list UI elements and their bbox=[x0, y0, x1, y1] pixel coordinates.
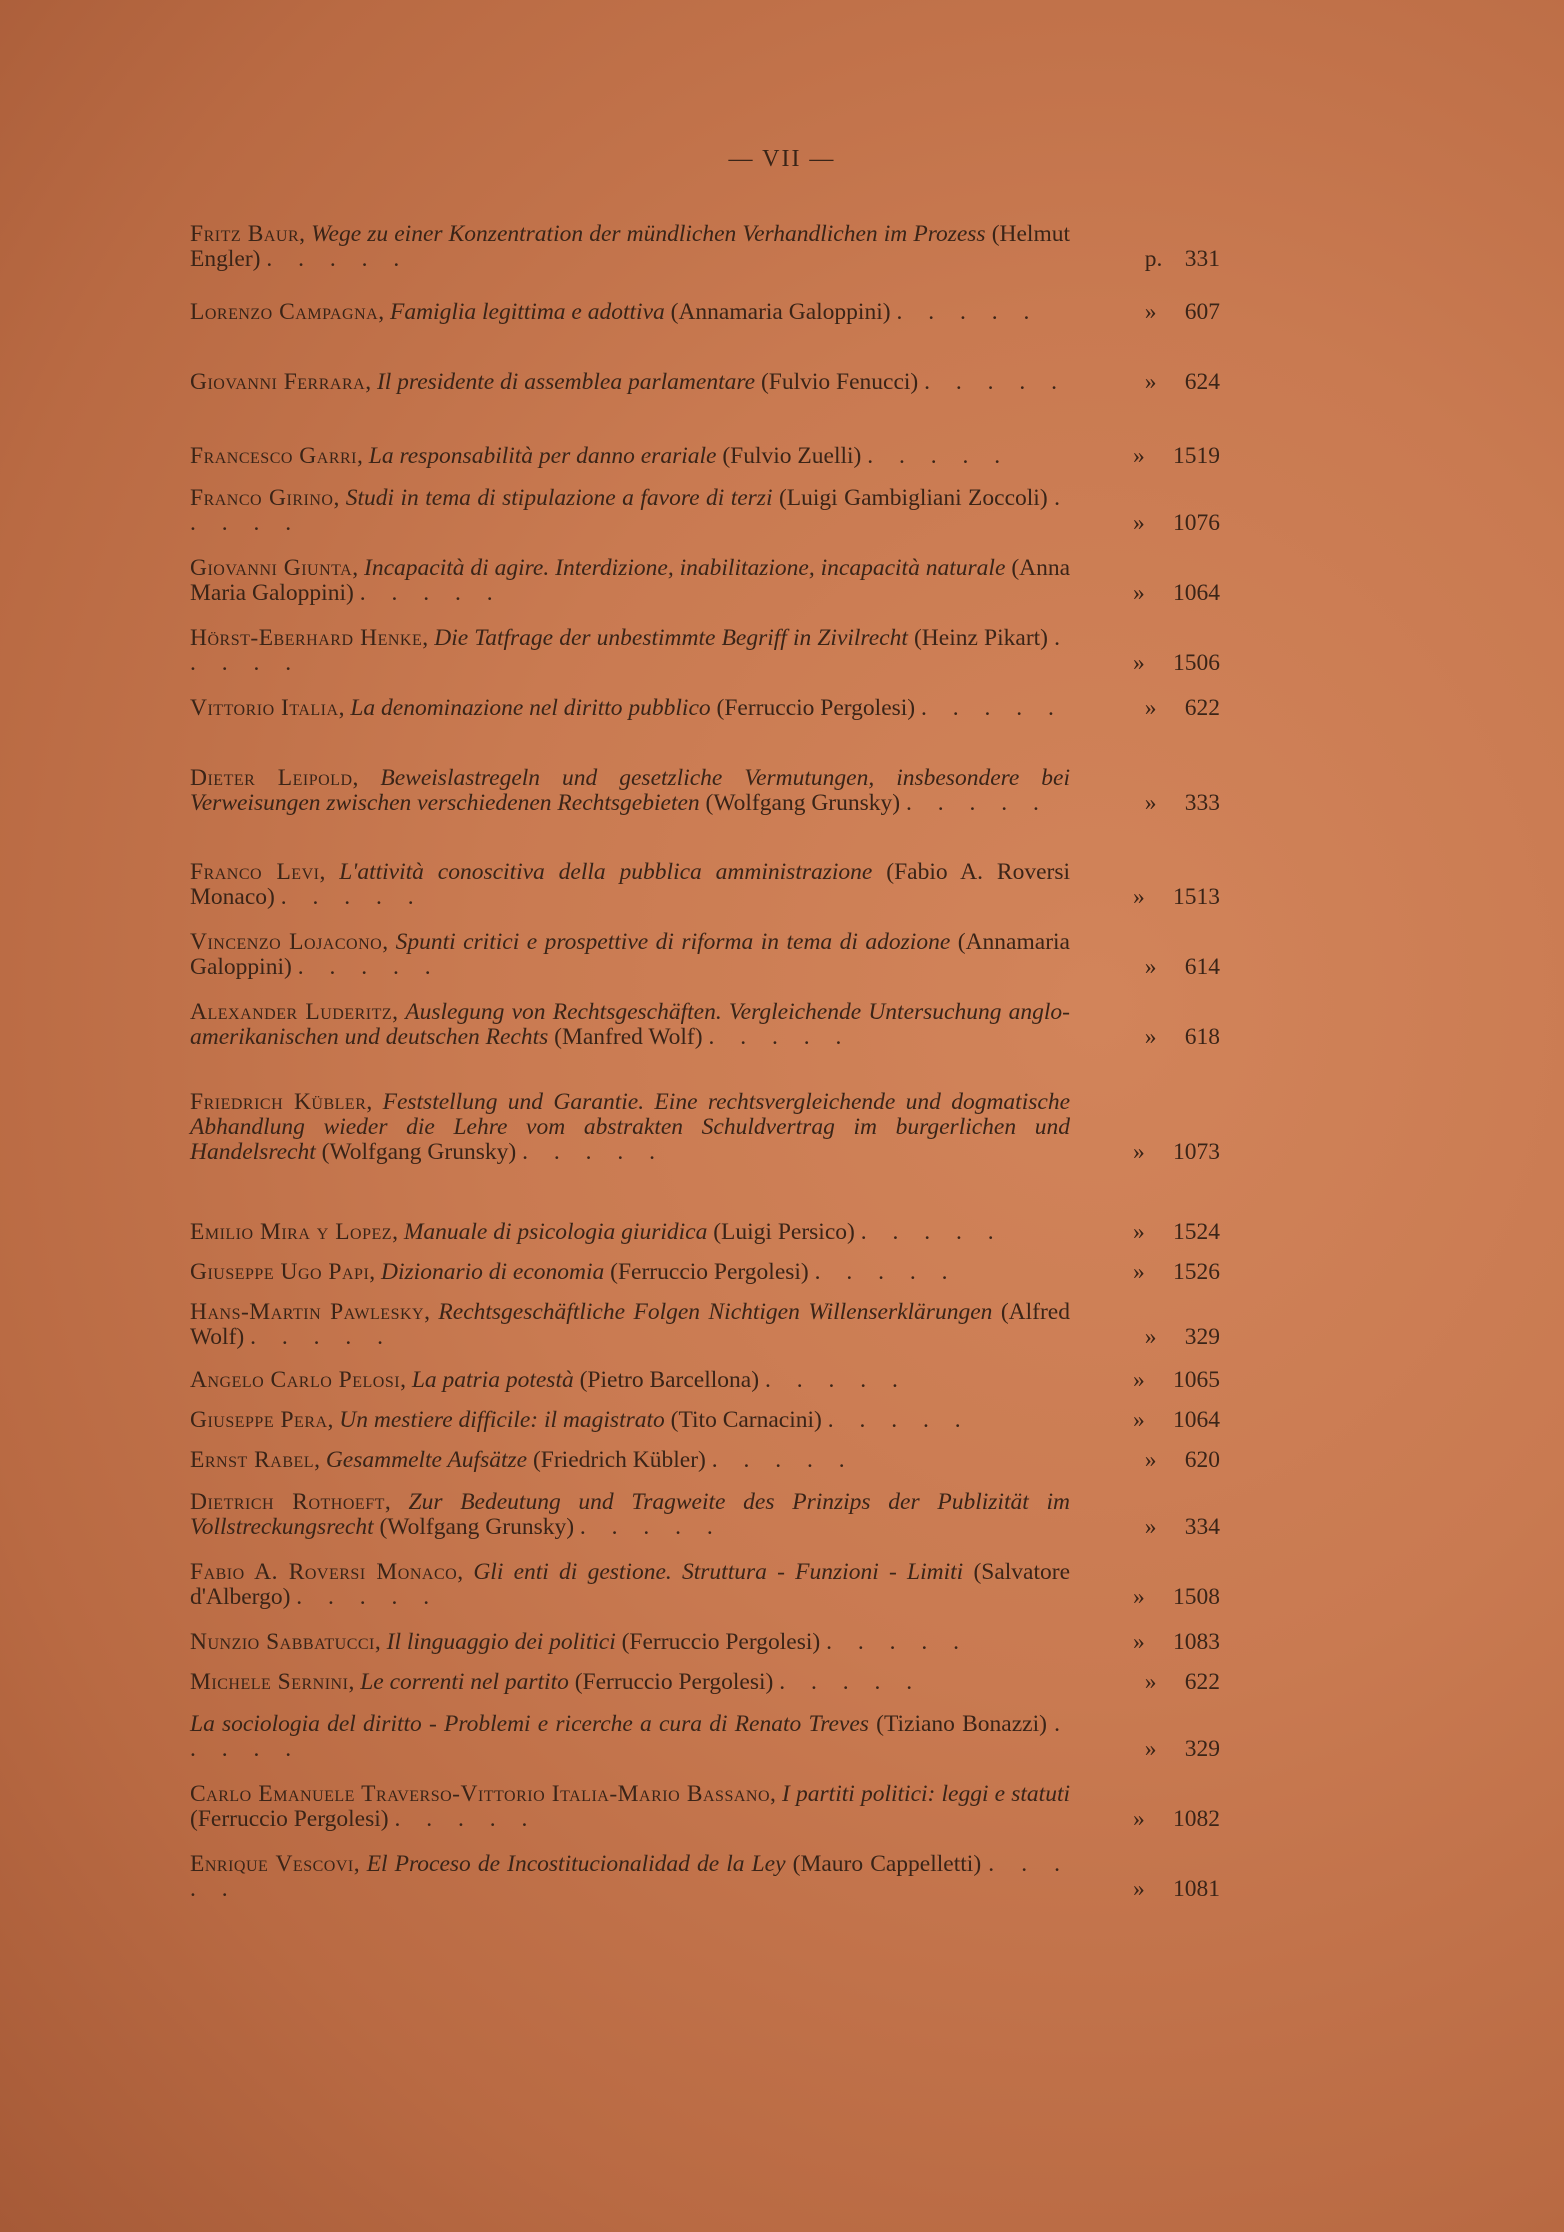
entry-page-ref bbox=[1100, 696, 1220, 721]
bibliography-entry bbox=[188, 1260, 1220, 1285]
entry-author: Dieter Leipold bbox=[190, 765, 353, 791]
entry-author: Giuseppe Pera bbox=[190, 1407, 328, 1433]
page-marker: » bbox=[1133, 1259, 1145, 1285]
entry-reviewer: (Helmut Engler) bbox=[190, 221, 1071, 272]
dot-leader: . . . . . bbox=[359, 580, 503, 606]
entry-page-ref bbox=[1100, 955, 1220, 980]
entry-author: Franco Girino bbox=[190, 485, 334, 511]
entry-reviewer: (Annamaria Galoppini) bbox=[670, 299, 891, 325]
entry-reviewer: (Alfred Wolf) bbox=[190, 1299, 1070, 1350]
entry-text: Fabio A. Roversi Monaco, Gli enti di gestione. Struttura - Funzioni - Limiti (Salvatore d'Albergo) . . . . . bbox=[190, 1559, 1071, 1610]
page-number-ref: 1073 bbox=[1173, 1139, 1220, 1165]
entry-page-ref bbox=[1100, 247, 1220, 272]
entry-reviewer: (Ferruccio Pergolesi) bbox=[716, 695, 916, 721]
dot-leader: . . . . . bbox=[921, 695, 1064, 721]
entry-text: Giovanni Ferrara, Il presidente di assemblea parlamentare (Fulvio Fenucci) . . . . . bbox=[190, 369, 1067, 395]
entry-title: Dizionario di economia bbox=[381, 1259, 605, 1285]
entry-page-ref bbox=[1100, 1670, 1220, 1695]
page-number-ref: 607 bbox=[1184, 299, 1220, 325]
entry-text: Giuseppe Pera, Un mestiere difficile: il magistrato (Tito Carnacini) . . . . . bbox=[190, 1407, 971, 1433]
dot-leader: . . . . . bbox=[814, 1259, 958, 1285]
entry-reviewer: (Wolfgang Grunsky) bbox=[705, 790, 901, 816]
entry-author: Ernst Rabel bbox=[190, 1447, 315, 1473]
page-number-ref: 1076 bbox=[1173, 510, 1220, 536]
entry-title: Manuale di psicologia giuridica bbox=[403, 1219, 708, 1245]
entry-text: Vincenzo Lojacono, Spunti critici e prospettive di riforma in tema di adozione (Annamaria Galoppini) . . . . . bbox=[190, 929, 1070, 980]
entry-text: Franco Levi, L'attività conoscitiva della pubblica amministrazione (Fabio A. Roversi Monaco) . . . . . bbox=[190, 859, 1071, 910]
dot-leader: . . . . . bbox=[522, 1139, 665, 1165]
entry-text: Enrique Vescovi, El Proceso de Incostitucionalidad de la Ley (Mauro Cappelletti) . . . . . bbox=[190, 1851, 1071, 1902]
page-marker: » bbox=[1133, 1367, 1145, 1393]
bibliography-entry bbox=[188, 1560, 1220, 1610]
page-marker: » bbox=[1144, 299, 1157, 325]
page-marker: » bbox=[1144, 369, 1157, 395]
page-marker: » bbox=[1144, 1669, 1157, 1695]
entry-text: Lorenzo Campagna, Famiglia legittima e adottiva (Annamaria Galoppini) . . . . . bbox=[190, 299, 1040, 325]
page-marker: » bbox=[1144, 1447, 1157, 1473]
page-number-ref: 624 bbox=[1184, 369, 1220, 395]
entry-page-ref bbox=[1100, 511, 1220, 536]
page-number-ref: 333 bbox=[1184, 790, 1220, 816]
entry-title: La denominazione nel diritto pubblico bbox=[350, 695, 711, 721]
dot-leader: . . . . . bbox=[905, 790, 1049, 816]
entry-page-ref bbox=[1100, 1877, 1220, 1902]
entry-page-ref bbox=[1100, 581, 1220, 606]
entry-page-ref bbox=[1100, 1448, 1220, 1473]
entry-reviewer: (Fulvio Fenucci) bbox=[760, 369, 919, 395]
page-marker: » bbox=[1133, 1407, 1145, 1433]
page-number-ref: 622 bbox=[1184, 695, 1220, 721]
entry-author: Nunzio Sabbatucci bbox=[190, 1629, 375, 1655]
bibliography-entry bbox=[188, 486, 1220, 536]
entry-page-ref bbox=[1100, 370, 1220, 395]
entry-text: Ernst Rabel, Gesammelte Aufsätze (Friedrich Kübler) . . . . . bbox=[190, 1447, 855, 1473]
page-number-ref: 614 bbox=[1184, 954, 1220, 980]
entry-reviewer: (Pietro Barcellona) bbox=[579, 1367, 760, 1393]
page-marker: » bbox=[1133, 1876, 1145, 1902]
entry-page-ref bbox=[1100, 1737, 1220, 1762]
entry-title: Die Tatfrage der unbestimmte Begriff in Zivilrecht bbox=[434, 625, 908, 651]
entry-page-ref bbox=[1100, 1260, 1220, 1285]
entry-title: La sociologia del diritto - Problemi e ricerche a cura di Renato Treves bbox=[190, 1711, 869, 1737]
entry-title: Feststellung und Garantie. Eine rechtsvergleichende und dogmatische Abhandlung wieder die Lehre vom abstrakten Schuldvertrag im burgerlichen und Handelsrecht bbox=[190, 1089, 1070, 1165]
entry-reviewer: (Annamaria Galoppini) bbox=[190, 929, 1070, 980]
entry-page-ref bbox=[1100, 1630, 1220, 1655]
bibliography-entry bbox=[188, 1000, 1220, 1050]
page-marker: » bbox=[1133, 1629, 1145, 1655]
entry-page-ref bbox=[1100, 444, 1220, 469]
page-marker: » bbox=[1144, 1024, 1157, 1050]
bibliography-entry bbox=[188, 766, 1220, 816]
entry-text: Angelo Carlo Pelosi, La patria potestà (Pietro Barcellona) . . . . . bbox=[190, 1367, 908, 1393]
dot-leader: . . . . . bbox=[297, 954, 441, 980]
page-marker: » bbox=[1133, 1584, 1145, 1610]
entry-author: Angelo Carlo Pelosi bbox=[190, 1367, 401, 1393]
entry-reviewer: (Salvatore d'Albergo) bbox=[190, 1559, 1071, 1610]
page-number-ref: 334 bbox=[1184, 1514, 1220, 1540]
page-number-ref: 1513 bbox=[1173, 884, 1220, 910]
entry-reviewer: (Wolfgang Grunsky) bbox=[321, 1139, 517, 1165]
bibliography-entry bbox=[188, 222, 1220, 272]
entry-author: Vittorio Italia bbox=[190, 695, 339, 721]
dot-leader: . . . . . bbox=[708, 1024, 852, 1050]
bibliography-entry bbox=[188, 930, 1220, 980]
dot-leader: . . . . . bbox=[896, 299, 1040, 325]
entry-author: Hörst-Eberhard Henke bbox=[190, 625, 423, 651]
entry-page-ref bbox=[1100, 300, 1220, 325]
page-marker: p. bbox=[1144, 246, 1163, 272]
page-number-ref: 1083 bbox=[1173, 1629, 1220, 1655]
entry-reviewer: (Ferruccio Pergolesi) bbox=[610, 1259, 809, 1285]
entry-author: Giovanni Ferrara bbox=[190, 369, 366, 395]
entry-reviewer: (Luigi Persico) bbox=[713, 1219, 855, 1245]
entry-title: I partiti politici: leggi e statuti bbox=[782, 1781, 1070, 1807]
bibliography-entry bbox=[188, 1670, 1220, 1695]
page-marker: » bbox=[1133, 650, 1145, 676]
entry-page-ref bbox=[1100, 1325, 1220, 1350]
bibliography-entry bbox=[188, 1490, 1220, 1540]
bibliography-entry bbox=[188, 1852, 1220, 1902]
entry-title: Un mestiere difficile: il magistrato bbox=[339, 1407, 665, 1433]
entry-reviewer: (Friedrich Kübler) bbox=[532, 1447, 706, 1473]
entry-title: La patria potestà bbox=[411, 1367, 574, 1393]
entry-title: El Proceso de Incostitucionalidad de la Ley bbox=[366, 1851, 786, 1877]
dot-leader: . . . . . bbox=[779, 1669, 923, 1695]
dot-leader: . . . . . bbox=[266, 246, 410, 272]
page-number-ref: 622 bbox=[1184, 1669, 1220, 1695]
dot-leader: . . . . . bbox=[826, 1629, 969, 1655]
entry-page-ref bbox=[1100, 1807, 1220, 1832]
entry-title: Il presidente di assemblea parlamentare bbox=[376, 369, 756, 395]
entry-title: La responsabilità per danno erariale bbox=[368, 443, 717, 469]
page-marker: » bbox=[1144, 1514, 1157, 1540]
bibliography-entry bbox=[188, 300, 1220, 325]
bibliography-entry bbox=[188, 370, 1220, 395]
entry-author: Enrique Vescovi bbox=[190, 1851, 354, 1877]
entry-author: Dietrich Rothoeft bbox=[190, 1489, 385, 1515]
entry-author: Vincenzo Lojacono bbox=[190, 929, 383, 955]
entry-page-ref bbox=[1100, 791, 1220, 816]
bibliography-entry bbox=[188, 696, 1220, 721]
page-number-ref: 618 bbox=[1184, 1024, 1220, 1050]
entry-text: Franco Girino, Studi in tema di stipulazione a favore di terzi (Luigi Gambigliani Zoccoli) . . . . . bbox=[190, 485, 1070, 536]
page-marker: » bbox=[1144, 695, 1157, 721]
page-number-ref: 1081 bbox=[1173, 1876, 1220, 1902]
page-number-ref: 329 bbox=[1184, 1324, 1220, 1350]
entry-title: Le correnti nel partito bbox=[360, 1669, 569, 1695]
dot-leader: . . . . . bbox=[190, 1851, 1071, 1902]
bibliography-entry bbox=[188, 1408, 1220, 1433]
dot-leader: . . . . . bbox=[190, 1711, 1071, 1762]
entry-text: Hans-Martin Pawlesky, Rechtsgeschäftliche Folgen Nichtigen Willenserklärungen (Alfred Wolf) . . . . . bbox=[190, 1299, 1070, 1350]
entry-author: Franco Levi bbox=[190, 859, 320, 885]
bibliography-entry bbox=[188, 626, 1220, 676]
bibliography-entry bbox=[188, 1090, 1220, 1165]
entry-reviewer: (Wolfgang Grunsky) bbox=[379, 1514, 575, 1540]
entry-reviewer: (Fulvio Zuelli) bbox=[722, 443, 862, 469]
dot-leader: . . . . . bbox=[280, 884, 424, 910]
entry-reviewer: (Fabio A. Roversi Monaco) bbox=[190, 859, 1071, 910]
dot-leader: . . . . . bbox=[764, 1367, 908, 1393]
page-marker: » bbox=[1144, 954, 1157, 980]
entry-text: Giovanni Giunta, Incapacità di agire. Interdizione, inabilitazione, incapacità naturale (Anna Maria Galoppini) . . . . . bbox=[190, 555, 1071, 606]
dot-leader: . . . . . bbox=[924, 369, 1067, 395]
page-marker: » bbox=[1133, 580, 1145, 606]
page-marker: » bbox=[1133, 510, 1145, 536]
entry-title: Incapacità di agire. Interdizione, inabilitazione, incapacità naturale bbox=[364, 555, 1006, 581]
entry-author: Friedrich Kübler bbox=[190, 1089, 367, 1115]
entry-text: Hörst-Eberhard Henke, Die Tatfrage der unbestimmte Begriff in Zivilrecht (Heinz Pikart) . . . . . bbox=[190, 625, 1070, 676]
entry-text: Friedrich Kübler, Feststellung und Garantie. Eine rechtsvergleichende und dogmatische Abhandlung wieder die Lehre vom abstrakten Schuldvertrag im burgerlichen und Handelsrecht (Wolfgang Grunsky) . . . . . bbox=[190, 1089, 1070, 1165]
dot-leader: . . . . . bbox=[711, 1447, 855, 1473]
bibliography-entry bbox=[188, 1300, 1220, 1350]
entry-page-ref bbox=[1100, 651, 1220, 676]
entry-title: Studi in tema di stipulazione a favore di terzi bbox=[345, 485, 773, 511]
entry-reviewer: (Ferruccio Pergolesi) bbox=[574, 1669, 774, 1695]
page-number-ref: 1506 bbox=[1173, 650, 1220, 676]
bibliography-entry bbox=[188, 1712, 1220, 1762]
page-number-ref: 1064 bbox=[1173, 1407, 1220, 1433]
dot-leader: . . . . . bbox=[579, 1514, 723, 1540]
page-marker: » bbox=[1133, 1806, 1145, 1832]
entry-reviewer: (Ferruccio Pergolesi) bbox=[621, 1629, 821, 1655]
entry-author: Michele Sernini bbox=[190, 1669, 349, 1695]
entry-page-ref bbox=[1100, 1368, 1220, 1393]
page-number-ref: 1508 bbox=[1173, 1584, 1220, 1610]
page-number-ref: 1065 bbox=[1173, 1367, 1220, 1393]
dot-leader: . . . . . bbox=[867, 443, 1011, 469]
entry-title: Gesammelte Aufsätze bbox=[325, 1447, 528, 1473]
entry-text: Carlo Emanuele Traverso-Vittorio Italia-Mario Bassano, I partiti politici: leggi e statuti (Ferruccio Pergolesi) . . . . . bbox=[190, 1781, 1070, 1832]
page-number-ref: 1064 bbox=[1173, 580, 1220, 606]
dot-leader: . . . . . bbox=[250, 1324, 393, 1350]
entry-page-ref bbox=[1100, 1585, 1220, 1610]
page-marker: » bbox=[1133, 884, 1145, 910]
dot-leader: . . . . . bbox=[860, 1219, 1004, 1245]
entry-author: Emilio Mira y Lopez bbox=[190, 1219, 393, 1245]
entry-reviewer: (Anna Maria Galoppini) bbox=[190, 555, 1071, 606]
entry-text: Michele Sernini, Le correnti nel partito (Ferruccio Pergolesi) . . . . . bbox=[190, 1669, 923, 1695]
entry-text: Emilio Mira y Lopez, Manuale di psicologia giuridica (Luigi Persico) . . . . . bbox=[190, 1219, 1004, 1245]
entry-author: Giuseppe Ugo Papi bbox=[190, 1259, 370, 1285]
dot-leader: . . . . . bbox=[394, 1806, 538, 1832]
page-number: — VII — bbox=[728, 146, 836, 172]
entry-text: Vittorio Italia, La denominazione nel diritto pubblico (Ferruccio Pergolesi) . . . . . bbox=[190, 695, 1064, 721]
entry-text: Alexander Luderitz, Auslegung von Rechtsgeschäften. Vergleichende Untersuchung anglo-amerikanischen und deutschen Rechts (Manfred Wolf) . . . . . bbox=[190, 999, 1071, 1050]
bibliography-entry bbox=[188, 556, 1220, 606]
page-number-ref: 1082 bbox=[1173, 1806, 1220, 1832]
entry-text: Nunzio Sabbatucci, Il linguaggio dei politici (Ferruccio Pergolesi) . . . . . bbox=[190, 1629, 969, 1655]
page-number-ref: 1519 bbox=[1173, 443, 1220, 469]
entry-text: Giuseppe Ugo Papi, Dizionario di economia (Ferruccio Pergolesi) . . . . . bbox=[190, 1259, 958, 1285]
bibliography-entry bbox=[188, 444, 1220, 469]
entry-page-ref bbox=[1100, 1025, 1220, 1050]
page-number-ref: 1526 bbox=[1173, 1259, 1220, 1285]
entry-reviewer: (Ferruccio Pergolesi) bbox=[190, 1806, 389, 1832]
entry-author: Fritz Baur bbox=[190, 221, 300, 247]
entry-page-ref bbox=[1100, 1140, 1220, 1165]
entry-reviewer: (Manfred Wolf) bbox=[554, 1024, 703, 1050]
entry-title: Gli enti di gestione. Struttura - Funzioni - Limiti bbox=[473, 1559, 964, 1585]
entry-reviewer: (Luigi Gambigliani Zoccoli) bbox=[778, 485, 1048, 511]
page-number-ref: 331 bbox=[1184, 246, 1220, 272]
entry-reviewer: (Tito Carnacini) bbox=[670, 1407, 822, 1433]
entry-text: Dieter Leipold, Beweislastregeln und gesetzliche Vermutungen, insbesondere bei Verweisungen zwischen verschiedenen Rechtsgebieten (Wolfgang Grunsky) . . . . . bbox=[190, 765, 1071, 816]
entry-title: Rechtsgeschäftliche Folgen Nichtigen Willenserklärungen bbox=[438, 1299, 993, 1325]
entry-text: Fritz Baur, Wege zu einer Konzentration der mündlichen Verhandlichen im Prozess (Helmut Engler) . . . . . bbox=[190, 221, 1071, 272]
entry-author: Lorenzo Campagna bbox=[190, 299, 379, 325]
entry-author: Alexander Luderitz bbox=[190, 999, 393, 1025]
dot-leader: . . . . . bbox=[190, 625, 1070, 676]
entry-reviewer: (Mauro Cappelletti) bbox=[792, 1851, 982, 1877]
entry-title: Famiglia legittima e adottiva bbox=[389, 299, 665, 325]
entry-title: Zur Bedeutung und Tragweite des Prinzips der Publizität im Vollstreckungsrecht bbox=[190, 1489, 1071, 1540]
entry-page-ref bbox=[1100, 1220, 1220, 1245]
bibliography-entry bbox=[188, 1448, 1220, 1473]
page-marker: » bbox=[1144, 1736, 1157, 1762]
entry-title: L'attività conoscitiva della pubblica amministrazione bbox=[339, 859, 873, 885]
entry-title: Wege zu einer Konzentration der mündlichen Verhandlichen im Prozess bbox=[311, 221, 986, 247]
entry-author: Francesco Garri bbox=[190, 443, 357, 469]
entry-page-ref bbox=[1100, 885, 1220, 910]
entry-title: Il linguaggio dei politici bbox=[386, 1629, 616, 1655]
page-marker: » bbox=[1133, 1219, 1145, 1245]
entry-author: Giovanni Giunta bbox=[190, 555, 353, 581]
dot-leader: . . . . . bbox=[296, 1584, 440, 1610]
entry-text bbox=[190, 1712, 1220, 1762]
dot-leader: . . . . . bbox=[190, 485, 1070, 536]
bibliography-entry bbox=[188, 1220, 1220, 1245]
dot-leader: . . . . . bbox=[827, 1407, 971, 1433]
entry-page-ref bbox=[1100, 1515, 1220, 1540]
bibliography-entry bbox=[188, 1630, 1220, 1655]
page-number-ref: 620 bbox=[1184, 1447, 1220, 1473]
entry-author: Hans-Martin Pawlesky bbox=[190, 1299, 425, 1325]
page-marker: » bbox=[1133, 1139, 1145, 1165]
entry-title: Spunti critici e prospettive di riforma in tema di adozione bbox=[395, 929, 951, 955]
page-marker: » bbox=[1144, 1324, 1157, 1350]
entry-author: Fabio A. Roversi Monaco bbox=[190, 1559, 458, 1585]
entry-page-ref bbox=[1100, 1408, 1220, 1433]
page-marker: » bbox=[1144, 790, 1157, 816]
entry-title: Auslegung von Rechtsgeschäften. Vergleichende Untersuchung anglo-amerikanischen und deutschen Rechts bbox=[190, 999, 1071, 1050]
bibliography-entry bbox=[188, 1782, 1220, 1832]
bibliography-entry bbox=[188, 860, 1220, 910]
entry-text: Francesco Garri, La responsabilità per danno erariale (Fulvio Zuelli) . . . . . bbox=[190, 443, 1011, 469]
page-marker: » bbox=[1133, 443, 1145, 469]
page-number-ref: 1524 bbox=[1173, 1219, 1220, 1245]
page-number-ref: 329 bbox=[1184, 1736, 1220, 1762]
entry-reviewer: (Heinz Pikart) bbox=[913, 625, 1048, 651]
entry-text: Dietrich Rothoeft, Zur Bedeutung und Tragweite des Prinzips der Publizität im Vollstreckungsrecht (Wolfgang Grunsky) . . . . . bbox=[190, 1489, 1071, 1540]
entry-author: Carlo Emanuele Traverso-Vittorio Italia-Mario Bassano bbox=[190, 1781, 771, 1807]
entry-title: Beweislastregeln und gesetzliche Vermutungen, insbesondere bei Verweisungen zwischen verschiedenen Rechtsgebieten bbox=[190, 765, 1071, 816]
entry-reviewer: (Tiziano Bonazzi) bbox=[876, 1711, 1047, 1737]
bibliography-entry bbox=[188, 1368, 1220, 1393]
